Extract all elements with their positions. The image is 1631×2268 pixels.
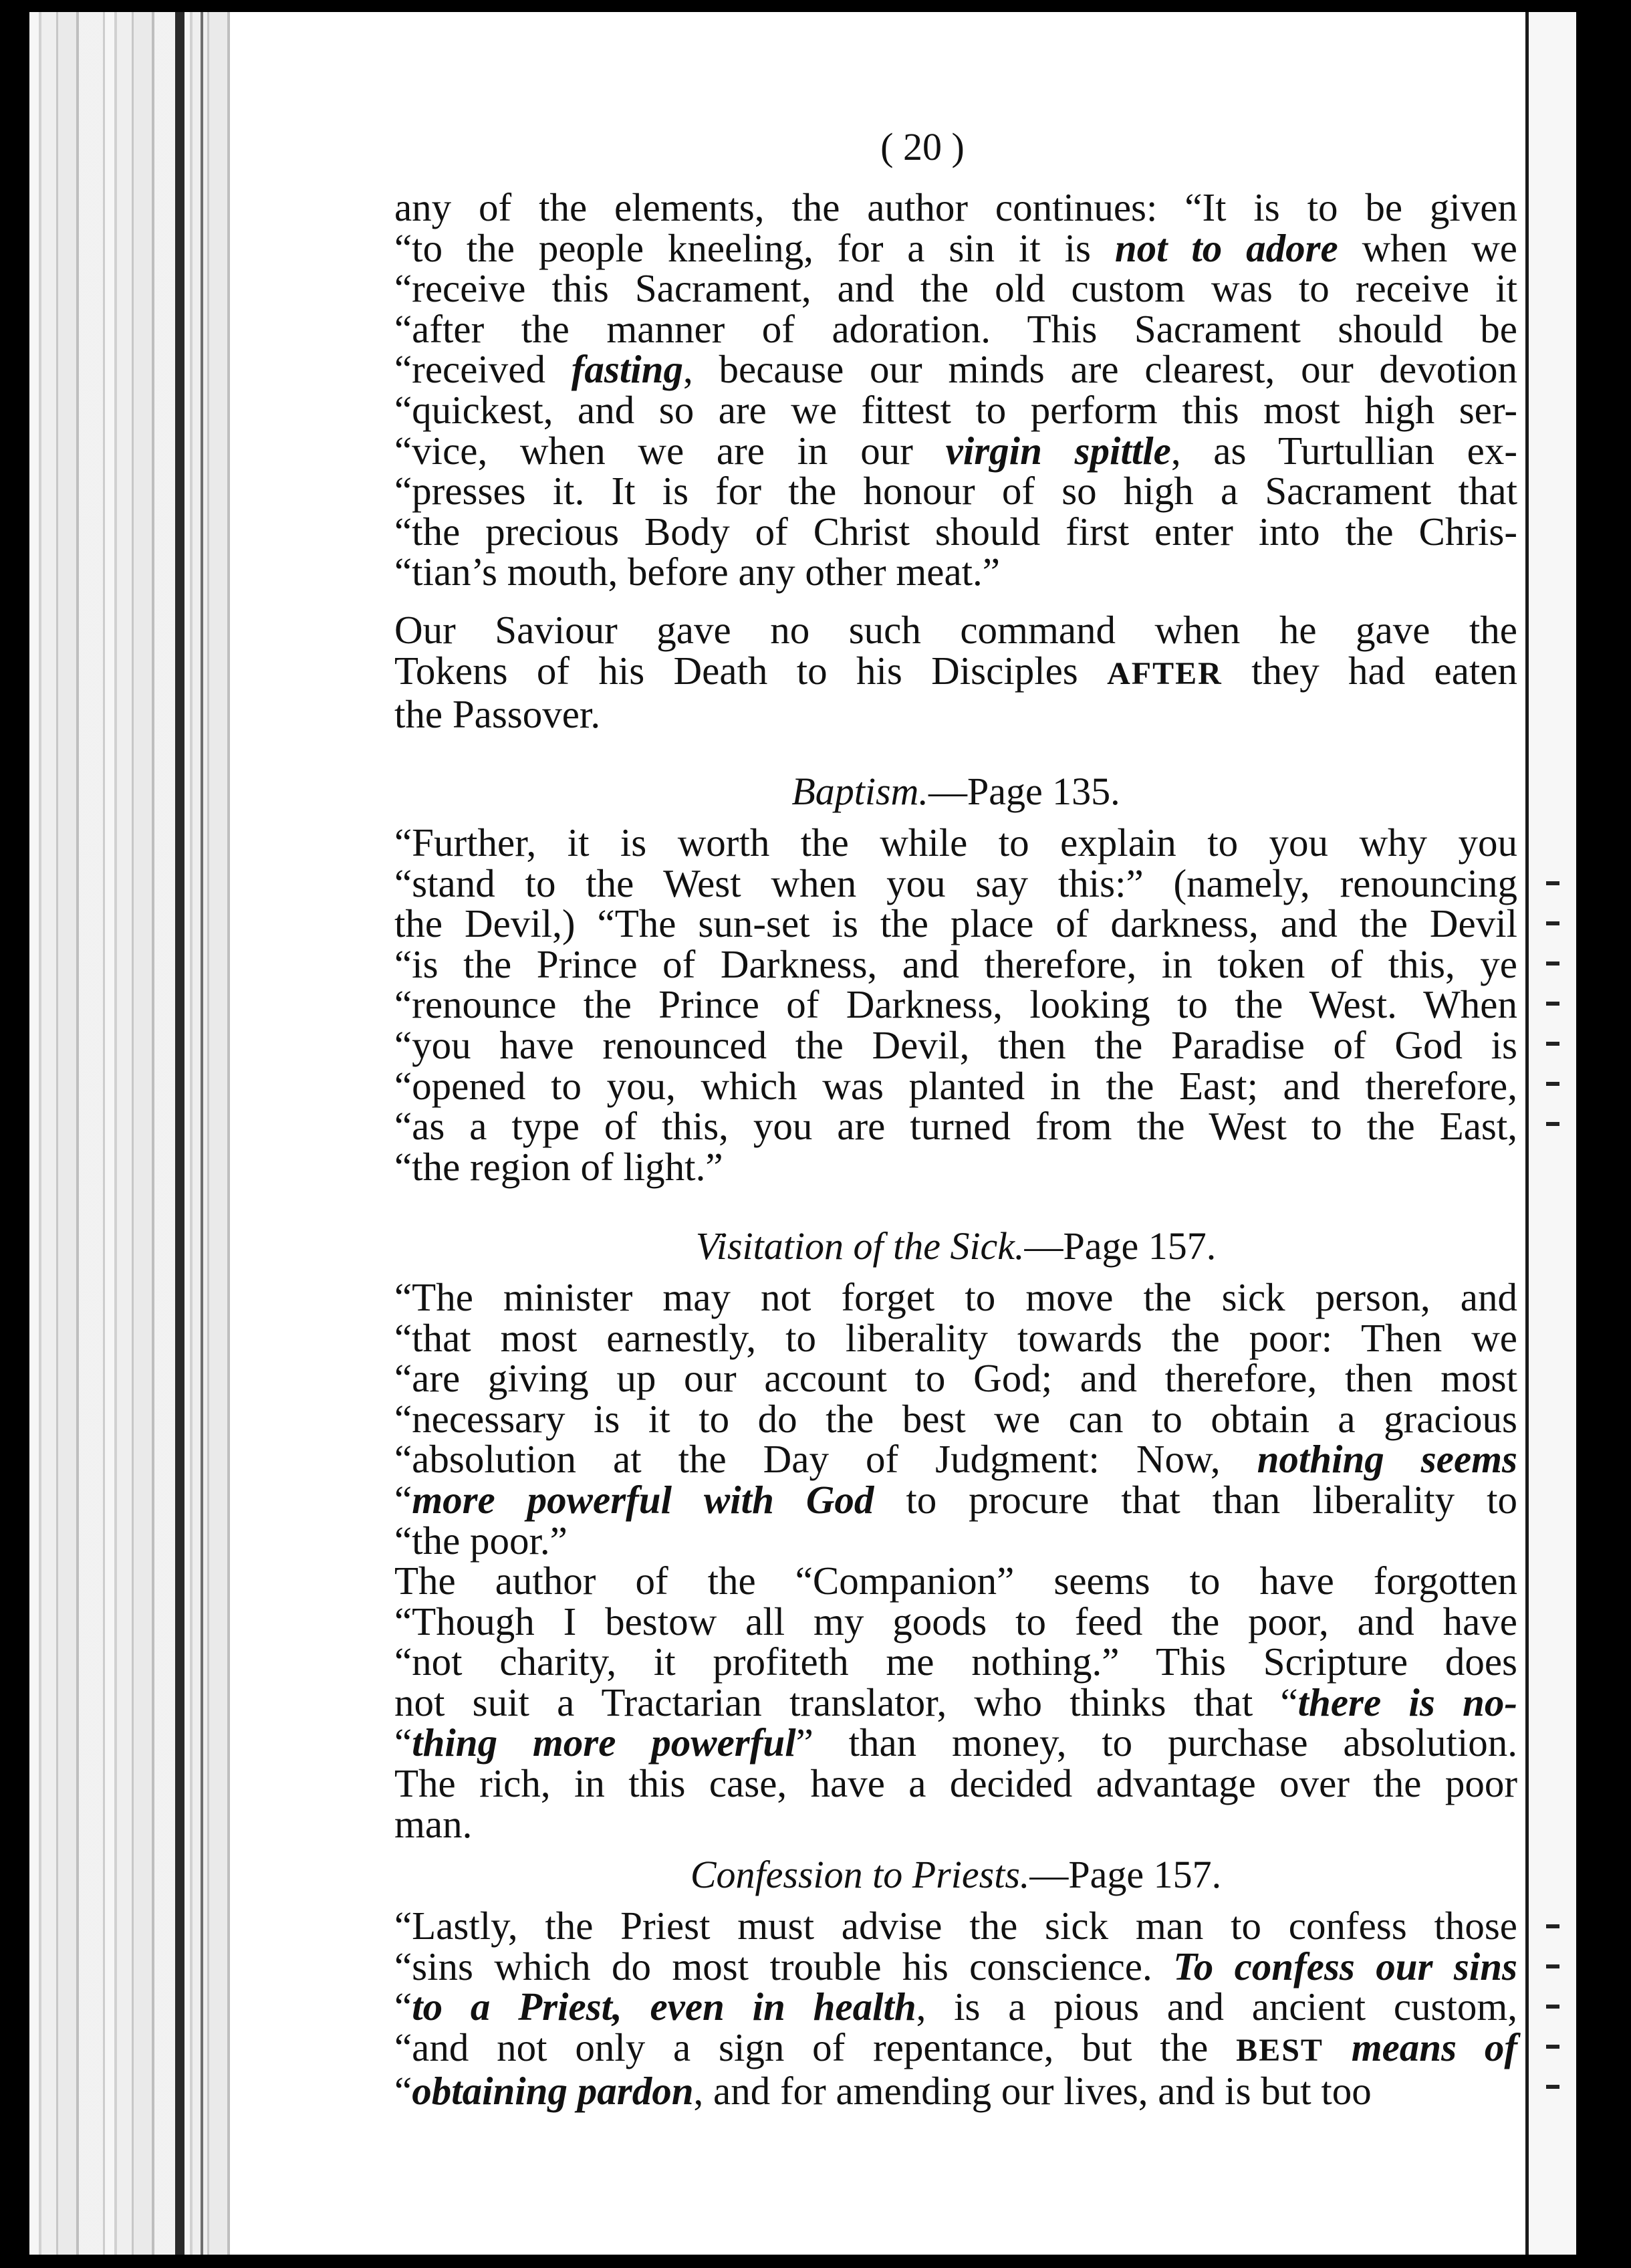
heading-title: Visitation of the Sick.	[695, 1224, 1025, 1268]
italic-emphasis: fasting	[571, 347, 683, 392]
italic-emphasis: there is no-	[1297, 1680, 1517, 1724]
adjacent-page-edge	[1525, 12, 1580, 2255]
binding-edge-line	[201, 12, 203, 2255]
text-line: “tian’s mouth, before any other meat.”	[394, 550, 1000, 594]
text-line: Our Saviour gave no such command when he gave the	[394, 608, 1517, 652]
text-line: “Though I bestow all my goods to feed the poor, and have	[394, 1599, 1517, 1643]
text-line: the Passover.	[394, 692, 601, 737]
paragraph-visitation-quote	[394, 1277, 1517, 1561]
text-line: “sins which do most trouble his conscience. To confess our sins	[394, 1944, 1517, 1989]
text-line: not suit a Tractarian translator, who thinks that “there is no-	[394, 1680, 1517, 1724]
heading-page-ref: —Page 157.	[1029, 1853, 1222, 1896]
text-line: “after the manner of adoration. This Sacrament should be	[394, 306, 1517, 351]
text-line: “more powerful with God to procure that than liberality to	[394, 1477, 1517, 1522]
paragraph-companion-comment	[394, 1561, 1517, 1844]
paragraph-saviour-command	[394, 610, 1517, 735]
text-line: “are giving up our account to God; and therefore, then most	[394, 1356, 1517, 1401]
text-line: “received fasting, because our minds are clearest, our devotion	[394, 347, 1517, 392]
heading-title: Confession to Priests.	[690, 1853, 1030, 1896]
text-line: “to the people kneeling, for a sin it is not to adore when we	[394, 225, 1517, 270]
text-line: “is the Prince of Darkness, and therefore, in token of this, ye	[394, 941, 1517, 986]
text-line: “to a Priest, even in health, is a pious and ancient custom,	[394, 1984, 1518, 2029]
text-line: “quickest, and so are we fittest to perform this most high ser-	[394, 387, 1517, 432]
text-line: “presses it. It is for the honour of so high a Sacrament that	[394, 469, 1517, 514]
heading-page-ref: —Page 135.	[928, 770, 1120, 813]
text-line: “and not only a sign of repentance, but the BEST means of	[394, 2025, 1518, 2069]
text-line: “thing more powerful” than money, to purchase absolution.	[394, 1720, 1517, 1765]
book-binding-gutter	[29, 12, 230, 2255]
smallcaps-emphasis: AFTER	[1107, 655, 1223, 691]
italic-emphasis: more powerful with God	[412, 1477, 874, 1522]
text-line: “the region of light.”	[394, 1144, 723, 1189]
section-heading-visitation	[394, 1224, 1517, 1268]
page-number: ( 20 )	[880, 125, 965, 168]
section-heading-baptism	[394, 769, 1517, 814]
heading-title: Baptism.	[791, 770, 928, 813]
text-line: the Devil,) “The sun-set is the place of darkness, and the Devil	[394, 901, 1517, 946]
binding-shadow	[175, 12, 184, 2255]
text-line: “The minister may not forget to move the sick person, and	[394, 1275, 1517, 1319]
text-line: “Lastly, the Priest must advise the sick man to confess those	[394, 1904, 1517, 1948]
text-line: “necessary is it to do the best we can to obtain a gracious	[394, 1396, 1517, 1441]
text-line: “stand to the West when you say this:” (namely, renouncing	[394, 861, 1517, 905]
scan-border-top	[0, 0, 1631, 12]
smallcaps-emphasis: BEST	[1236, 2032, 1324, 2068]
heading-page-ref: —Page 157.	[1024, 1224, 1217, 1268]
italic-emphasis: not to adore	[1114, 225, 1338, 270]
italic-emphasis: virgin spittle	[945, 428, 1171, 473]
text-line: “vice, when we are in our virgin spittle, as Turtullian ex-	[394, 428, 1517, 473]
text-line: “absolution at the Day of Judgment: Now, nothing seems	[394, 1437, 1517, 1482]
text-line: “as a type of this, you are turned from the West to the East,	[394, 1104, 1517, 1149]
text-line: “the precious Body of Christ should first enter into the Chris-	[394, 509, 1517, 554]
text-line: The author of the “Companion” seems to have forgotten	[394, 1559, 1517, 1603]
scan-border-left	[0, 0, 29, 2268]
text-line: any of the elements, the author continues: “It is to be given	[394, 185, 1517, 229]
text-line: “Further, it is worth the while to explain to you why you	[394, 820, 1517, 865]
paragraph-baptism-quote	[394, 822, 1517, 1187]
text-line: “you have renounced the Devil, then the Paradise of God is	[394, 1022, 1517, 1067]
italic-emphasis: thing more powerful	[412, 1720, 796, 1765]
text-line: “receive this Sacrament, and the old custom was to receive it	[394, 266, 1517, 311]
italic-emphasis: obtaining pardon	[412, 2069, 694, 2114]
text-line: The rich, in this case, have a decided advantage over the poor	[394, 1761, 1517, 1805]
italic-emphasis: nothing seems	[1257, 1437, 1517, 1482]
text-line: “not charity, it profiteth me nothing.” This Scripture does	[394, 1639, 1517, 1684]
italic-emphasis: to a Priest, even in health	[412, 1984, 916, 2029]
paragraph-elements-quote	[394, 187, 1517, 592]
text-line: “the poor.”	[394, 1518, 568, 1563]
italic-emphasis: To confess our sins	[1173, 1944, 1517, 1989]
text-line: “opened to you, which was planted in the East; and therefore,	[394, 1063, 1517, 1108]
italic-emphasis: means of	[1351, 2025, 1518, 2069]
text-line: Tokens of his Death to his Disciples AFTER they had eaten	[394, 648, 1517, 693]
text-line: “obtaining pardon, and for amending our lives, and is but too	[394, 2069, 1372, 2114]
scan-border-right	[1576, 0, 1631, 2268]
text-line: “renounce the Prince of Darkness, looking to the West. When	[394, 982, 1517, 1027]
section-heading-confession	[394, 1852, 1517, 1897]
text-line: man.	[394, 1801, 473, 1846]
paragraph-confession-quote	[394, 1906, 1517, 2112]
text-line: “that most earnestly, to liberality towards the poor: Then we	[394, 1315, 1517, 1360]
scan-border-bottom	[0, 2255, 1631, 2268]
